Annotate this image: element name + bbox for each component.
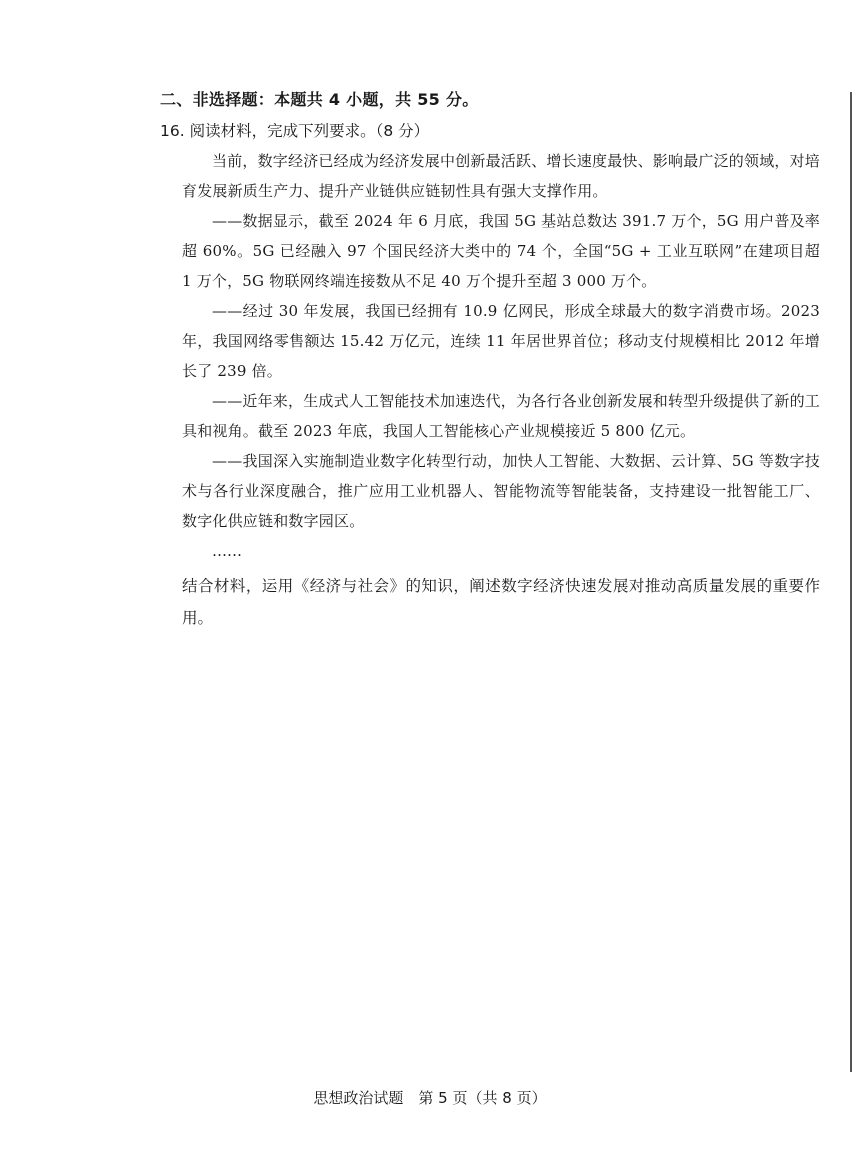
material-paragraph-intro: 当前，数字经济已经成为经济发展中创新最活跃、增长速度最快、影响最广泛的领域，对培育发展新质生产力、提升产业链供应链韧性具有强大支撑作用。 — [182, 152, 821, 200]
material-paragraph-5g: ——数据显示，截至 2024 年 6 月底，我国 5G 基站总数达 391.7 万个，5G 用户普及率超 60%。5G 已经融入 97 个国民经济大类中的 74 个，全国“5G + 工业互联网”在建项目超 1 万个，5G 物联网终端连接数从不足 40 万个提升至超 3 000 万个。 — [182, 212, 820, 290]
material-ellipsis: …… — [212, 542, 242, 560]
question-task: 结合材料，运用《经济与社会》的知识，阐述数字经济快速发展对推动高质量发展的重要作用。 — [182, 577, 820, 627]
material-paragraph-manufacturing: ——我国深入实施制造业数字化转型行动，加快人工智能、大数据、云计算、5G 等数字技术与各行业深度融合，推广应用工业机器人、智能物流等智能装备，支持建设一批智能工厂、数字化供应链和数字园区。 — [182, 452, 820, 530]
question-content — [160, 84, 820, 634]
section-header: 二、非选择题：本题共 4 小题，共 55 分。 — [160, 90, 479, 109]
page-border-line — [850, 92, 852, 1072]
material-paragraph-netizens: ——经过 30 年发展，我国已经拥有 10.9 亿网民，形成全球最大的数字消费市场。2023 年，我国网络零售额达 15.42 万亿元，连续 11 年居世界首位；移动支付规模相比 2012 年增长了 239 倍。 — [182, 302, 820, 380]
material-paragraph-ai: ——近年来，生成式人工智能技术加速迭代，为各行各业创新发展和转型升级提供了新的工具和视角。截至 2023 年底，我国人工智能核心产业规模接近 5 800 亿元。 — [182, 392, 821, 440]
question-title: 16. 阅读材料，完成下列要求。（8 分） — [160, 122, 430, 140]
page-footer: 思想政治试题 第 5 页（共 8 页） — [313, 1089, 547, 1107]
